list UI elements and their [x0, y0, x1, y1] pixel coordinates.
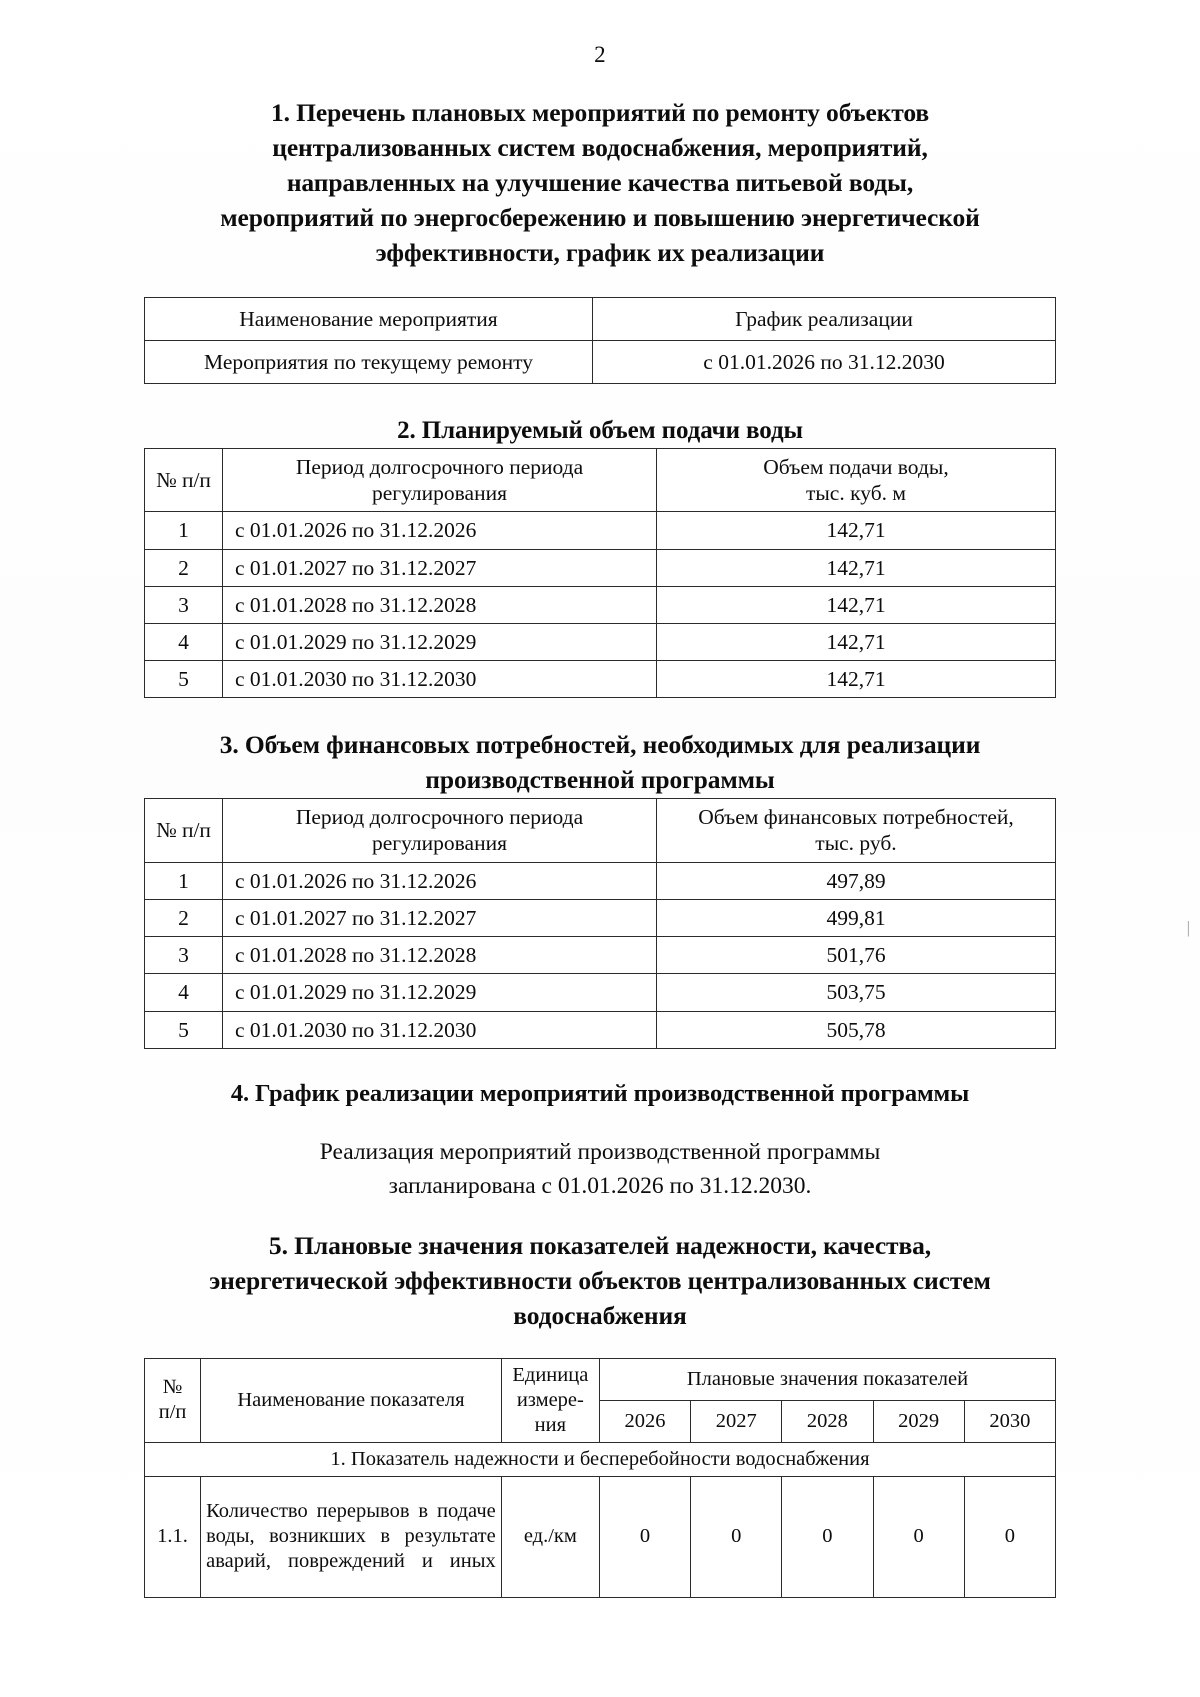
- cell-number: 4: [145, 974, 223, 1011]
- column-header-volume-line1: Объем подачи воды,: [763, 454, 949, 479]
- cell-period: с 01.01.2026 по 31.12.2026: [223, 512, 657, 549]
- cell-indicator-number: 1.1.: [145, 1476, 201, 1597]
- table-row: [145, 586, 1056, 623]
- cell-amount: 497,89: [657, 862, 1056, 899]
- table-row: [145, 623, 1056, 660]
- table-row: [145, 661, 1056, 698]
- cell-indicator-unit: ед./км: [501, 1476, 599, 1597]
- column-header-unit-line1: Единица: [512, 1363, 589, 1386]
- column-header-number: № п/п: [145, 799, 223, 862]
- cell-period: с 01.01.2029 по 31.12.2029: [223, 623, 657, 660]
- column-header-year-2026: 2026: [599, 1400, 690, 1442]
- table-row: [145, 340, 1056, 383]
- cell-number: 4: [145, 623, 223, 660]
- table-row: [145, 862, 1056, 899]
- cell-volume: 142,71: [657, 661, 1056, 698]
- column-header-year-2028: 2028: [782, 1400, 873, 1442]
- cell-number: 2: [145, 899, 223, 936]
- column-header-number-line2: п/п: [158, 1401, 187, 1424]
- column-header-period: [223, 799, 657, 862]
- water-volume-table: [144, 448, 1056, 699]
- cell-value-2026: 0: [599, 1476, 690, 1597]
- cell-amount: 503,75: [657, 974, 1056, 1011]
- column-header-finance-line1: Объем финансовых потребностей,: [698, 805, 1014, 830]
- column-header-schedule: График реализации: [593, 297, 1056, 340]
- column-header-indicator-name: Наименование показателя: [201, 1358, 502, 1442]
- cell-number: 1: [145, 862, 223, 899]
- column-header-unit-line2: измере-: [516, 1388, 584, 1411]
- cell-amount: 501,76: [657, 937, 1056, 974]
- paragraph-line-1: Реализация мероприятий производственной программы: [319, 1139, 881, 1166]
- table-row: [145, 937, 1056, 974]
- column-header-period-line2: регулирования: [372, 481, 507, 506]
- cell-volume: 142,71: [657, 623, 1056, 660]
- column-header-number-line1: №: [162, 1376, 183, 1399]
- column-header-finance-line2: тыс. руб.: [815, 831, 897, 856]
- section-4-paragraph: [250, 1136, 950, 1203]
- table-header-row: [145, 297, 1056, 340]
- cell-value-2028: 0: [782, 1476, 873, 1597]
- column-header-period-line2: регулирования: [372, 831, 507, 856]
- section-2-heading: 2. Планируемый объем подачи воды: [397, 416, 803, 444]
- cell-number: 2: [145, 549, 223, 586]
- cell-number: 5: [145, 1011, 223, 1048]
- column-header-period-line1: Период долгосрочного периода: [295, 805, 584, 830]
- table-header-row: [145, 799, 1056, 862]
- column-header-measure-name: Наименование мероприятия: [145, 297, 593, 340]
- cell-period: с 01.01.2029 по 31.12.2029: [223, 974, 657, 1011]
- table-row: [145, 549, 1056, 586]
- table-group-row: [145, 1442, 1056, 1476]
- table-row: [145, 899, 1056, 936]
- table-header-row: [145, 448, 1056, 511]
- page-edge-mark: |: [1186, 918, 1190, 937]
- cell-number: 5: [145, 661, 223, 698]
- cell-period: с 01.01.2028 по 31.12.2028: [223, 586, 657, 623]
- indicators-table: [144, 1358, 1056, 1598]
- paragraph-line-2: запланирована с 01.01.2026 по 31.12.2030.: [388, 1172, 812, 1199]
- group-row-label: 1. Показатель надежности и бесперебойности водоснабжения: [145, 1442, 1056, 1476]
- section-1-heading: 1. Перечень плановых мероприятий по ремонту объектов централизованных систем водоснабжения, мероприятий, направленных на улучшение качества питьевой воды, мероприятий по энергосбережению и повышению энергетической эффективности, график их реализации: [220, 98, 980, 267]
- cell-amount: 499,81: [657, 899, 1056, 936]
- section-4-heading: 4. График реализации мероприятий производственной программы: [230, 1079, 970, 1107]
- column-header-number: [145, 1358, 201, 1442]
- cell-value-2030: 0: [964, 1476, 1055, 1597]
- cell-volume: 142,71: [657, 549, 1056, 586]
- table-row: [145, 974, 1056, 1011]
- cell-value-2027: 0: [691, 1476, 782, 1597]
- cell-measure-name: Мероприятия по текущему ремонту: [145, 340, 593, 383]
- cell-period: с 01.01.2027 по 31.12.2027: [223, 899, 657, 936]
- column-header-period-line1: Период долгосрочного периода: [295, 454, 584, 479]
- column-header-finance: [657, 799, 1056, 862]
- section-3-heading: 3. Объем финансовых потребностей, необходимых для реализации производственной программы: [219, 730, 981, 795]
- measures-table: [144, 297, 1056, 384]
- cell-volume: 142,71: [657, 586, 1056, 623]
- table-row: [145, 512, 1056, 549]
- cell-amount: 505,78: [657, 1011, 1056, 1048]
- cell-value-2029: 0: [873, 1476, 964, 1597]
- column-header-year-2029: 2029: [873, 1400, 964, 1442]
- page-number: 2: [594, 42, 606, 67]
- table-row: [145, 1476, 1056, 1597]
- cell-period: с 01.01.2026 по 31.12.2026: [223, 862, 657, 899]
- cell-number: 3: [145, 937, 223, 974]
- cell-indicator-name: Количество перерывов в подаче воды, возникших в результате аварий, повреждений и иных: [201, 1476, 502, 1597]
- column-header-volume-line2: тыс. куб. м: [805, 481, 907, 506]
- section-5-heading: 5. Плановые значения показателей надежности, качества, энергетической эффективности объектов централизованных систем водоснабжения: [209, 1231, 991, 1330]
- cell-period: с 01.01.2027 по 31.12.2027: [223, 549, 657, 586]
- column-header-period: [223, 448, 657, 511]
- cell-number: 1: [145, 512, 223, 549]
- cell-number: 3: [145, 586, 223, 623]
- cell-volume: 142,71: [657, 512, 1056, 549]
- cell-period: с 01.01.2030 по 31.12.2030: [223, 1011, 657, 1048]
- column-header-planned-values-group: Плановые значения показателей: [599, 1358, 1055, 1400]
- column-header-unit: [501, 1358, 599, 1442]
- cell-period: с 01.01.2028 по 31.12.2028: [223, 937, 657, 974]
- column-header-year-2030: 2030: [964, 1400, 1055, 1442]
- column-header-number: № п/п: [145, 448, 223, 511]
- cell-period: с 01.01.2030 по 31.12.2030: [223, 661, 657, 698]
- cell-schedule: с 01.01.2026 по 31.12.2030: [593, 340, 1056, 383]
- column-header-year-2027: 2027: [691, 1400, 782, 1442]
- table-row: [145, 1011, 1056, 1048]
- column-header-unit-line3: ния: [534, 1413, 567, 1436]
- financial-needs-table: [144, 798, 1056, 1049]
- table-header-row-top: [145, 1358, 1056, 1400]
- column-header-volume: [657, 448, 1056, 511]
